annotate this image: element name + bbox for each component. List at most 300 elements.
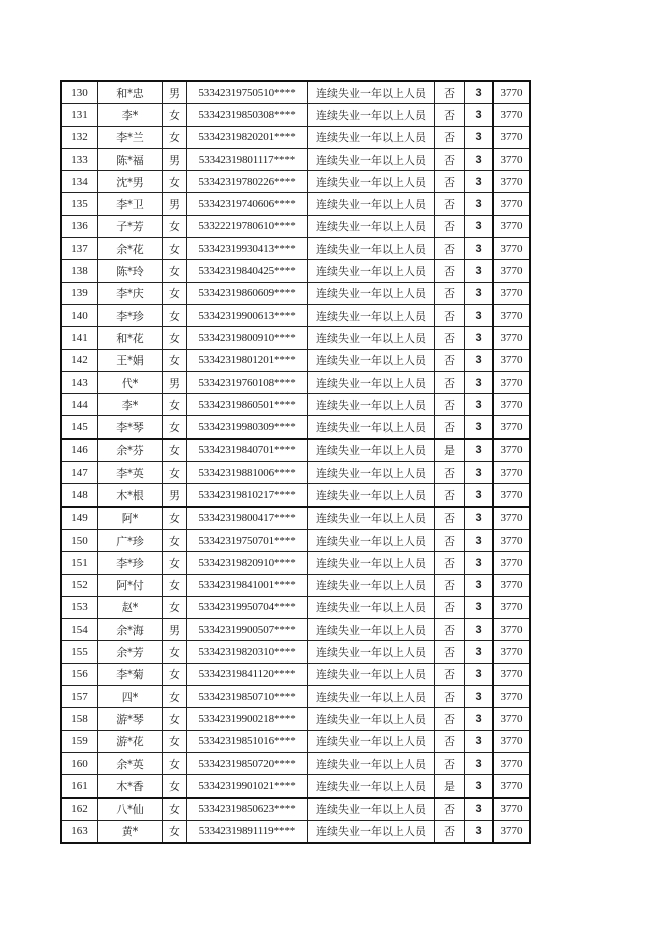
table-row bbox=[61, 327, 530, 349]
id-number-cell: 53342319980309**** bbox=[187, 416, 308, 439]
months-cell: 3 bbox=[465, 304, 494, 326]
sex-cell: 男 bbox=[163, 148, 187, 170]
sex-cell: 女 bbox=[163, 394, 187, 416]
name-cell: 余*芳 bbox=[98, 641, 163, 663]
row-number-cell: 158 bbox=[61, 708, 98, 730]
flag-cell: 否 bbox=[435, 663, 465, 685]
row-number-cell: 136 bbox=[61, 215, 98, 237]
flag-cell: 否 bbox=[435, 215, 465, 237]
table-row bbox=[61, 215, 530, 237]
id-number-cell: 53342319801201**** bbox=[187, 349, 308, 371]
flag-cell: 否 bbox=[435, 484, 465, 507]
months-cell: 3 bbox=[465, 327, 494, 349]
months-cell: 3 bbox=[465, 148, 494, 170]
flag-cell: 否 bbox=[435, 193, 465, 215]
table-row bbox=[61, 193, 530, 215]
row-number-cell: 135 bbox=[61, 193, 98, 215]
category-cell: 连续失业一年以上人员 bbox=[308, 193, 435, 215]
id-number-cell: 53322219780610**** bbox=[187, 215, 308, 237]
category-cell: 连续失业一年以上人员 bbox=[308, 148, 435, 170]
category-cell: 连续失业一年以上人员 bbox=[308, 238, 435, 260]
row-number-cell: 142 bbox=[61, 349, 98, 371]
row-number-cell: 152 bbox=[61, 574, 98, 596]
id-number-cell: 53342319850308**** bbox=[187, 104, 308, 126]
months-cell: 3 bbox=[465, 260, 494, 282]
category-cell: 连续失业一年以上人员 bbox=[308, 349, 435, 371]
table-row bbox=[61, 238, 530, 260]
row-number-cell: 160 bbox=[61, 752, 98, 774]
flag-cell: 是 bbox=[435, 775, 465, 798]
table-row bbox=[61, 104, 530, 126]
flag-cell: 否 bbox=[435, 820, 465, 843]
category-cell: 连续失业一年以上人员 bbox=[308, 462, 435, 484]
category-cell: 连续失业一年以上人员 bbox=[308, 260, 435, 282]
table-row bbox=[61, 752, 530, 774]
name-cell: 子*芳 bbox=[98, 215, 163, 237]
name-cell: 李*庆 bbox=[98, 282, 163, 304]
months-cell: 3 bbox=[465, 282, 494, 304]
name-cell: 阿*付 bbox=[98, 574, 163, 596]
sex-cell: 女 bbox=[163, 260, 187, 282]
table-row bbox=[61, 439, 530, 462]
sex-cell: 女 bbox=[163, 798, 187, 821]
name-cell: 木*香 bbox=[98, 775, 163, 798]
sex-cell: 女 bbox=[163, 282, 187, 304]
name-cell: 赵* bbox=[98, 596, 163, 618]
name-cell: 广*珍 bbox=[98, 529, 163, 551]
amount-cell: 3770 bbox=[493, 820, 530, 843]
row-number-cell: 149 bbox=[61, 507, 98, 530]
id-number-cell: 53342319801117**** bbox=[187, 148, 308, 170]
name-cell: 游*花 bbox=[98, 730, 163, 752]
months-cell: 3 bbox=[465, 529, 494, 551]
sex-cell: 女 bbox=[163, 574, 187, 596]
sex-cell: 女 bbox=[163, 416, 187, 439]
id-number-cell: 53342319850623**** bbox=[187, 798, 308, 821]
amount-cell: 3770 bbox=[493, 148, 530, 170]
name-cell: 余*海 bbox=[98, 619, 163, 641]
months-cell: 3 bbox=[465, 171, 494, 193]
flag-cell: 否 bbox=[435, 282, 465, 304]
row-number-cell: 138 bbox=[61, 260, 98, 282]
category-cell: 连续失业一年以上人员 bbox=[308, 574, 435, 596]
amount-cell: 3770 bbox=[493, 462, 530, 484]
table-row bbox=[61, 462, 530, 484]
row-number-cell: 161 bbox=[61, 775, 98, 798]
category-cell: 连续失业一年以上人员 bbox=[308, 282, 435, 304]
months-cell: 3 bbox=[465, 552, 494, 574]
flag-cell: 否 bbox=[435, 641, 465, 663]
amount-cell: 3770 bbox=[493, 238, 530, 260]
id-number-cell: 53342319750510**** bbox=[187, 81, 308, 104]
table-row bbox=[61, 663, 530, 685]
sex-cell: 女 bbox=[163, 439, 187, 462]
months-cell: 3 bbox=[465, 574, 494, 596]
category-cell: 连续失业一年以上人员 bbox=[308, 663, 435, 685]
months-cell: 3 bbox=[465, 126, 494, 148]
amount-cell: 3770 bbox=[493, 260, 530, 282]
months-cell: 3 bbox=[465, 371, 494, 393]
sex-cell: 女 bbox=[163, 462, 187, 484]
row-number-cell: 148 bbox=[61, 484, 98, 507]
sex-cell: 女 bbox=[163, 552, 187, 574]
table-row bbox=[61, 304, 530, 326]
months-cell: 3 bbox=[465, 730, 494, 752]
sex-cell: 女 bbox=[163, 349, 187, 371]
flag-cell: 否 bbox=[435, 104, 465, 126]
flag-cell: 否 bbox=[435, 126, 465, 148]
id-number-cell: 53342319840701**** bbox=[187, 439, 308, 462]
category-cell: 连续失业一年以上人员 bbox=[308, 619, 435, 641]
category-cell: 连续失业一年以上人员 bbox=[308, 484, 435, 507]
name-cell: 黄* bbox=[98, 820, 163, 843]
table-row bbox=[61, 171, 530, 193]
flag-cell: 否 bbox=[435, 596, 465, 618]
months-cell: 3 bbox=[465, 215, 494, 237]
id-number-cell: 53342319760108**** bbox=[187, 371, 308, 393]
flag-cell: 否 bbox=[435, 394, 465, 416]
flag-cell: 否 bbox=[435, 416, 465, 439]
amount-cell: 3770 bbox=[493, 574, 530, 596]
sex-cell: 男 bbox=[163, 371, 187, 393]
table-row bbox=[61, 507, 530, 530]
flag-cell: 否 bbox=[435, 238, 465, 260]
amount-cell: 3770 bbox=[493, 215, 530, 237]
amount-cell: 3770 bbox=[493, 708, 530, 730]
sex-cell: 女 bbox=[163, 126, 187, 148]
category-cell: 连续失业一年以上人员 bbox=[308, 820, 435, 843]
id-number-cell: 53342319851016**** bbox=[187, 730, 308, 752]
flag-cell: 否 bbox=[435, 574, 465, 596]
table-row bbox=[61, 619, 530, 641]
flag-cell: 否 bbox=[435, 327, 465, 349]
table-row bbox=[61, 552, 530, 574]
table-row bbox=[61, 798, 530, 821]
row-number-cell: 140 bbox=[61, 304, 98, 326]
months-cell: 3 bbox=[465, 81, 494, 104]
months-cell: 3 bbox=[465, 439, 494, 462]
table-row bbox=[61, 148, 530, 170]
row-number-cell: 143 bbox=[61, 371, 98, 393]
id-number-cell: 53342319860501**** bbox=[187, 394, 308, 416]
row-number-cell: 163 bbox=[61, 820, 98, 843]
name-cell: 和*花 bbox=[98, 327, 163, 349]
name-cell: 四* bbox=[98, 686, 163, 708]
sex-cell: 男 bbox=[163, 619, 187, 641]
id-number-cell: 53342319900218**** bbox=[187, 708, 308, 730]
amount-cell: 3770 bbox=[493, 304, 530, 326]
id-number-cell: 53342319900507**** bbox=[187, 619, 308, 641]
row-number-cell: 147 bbox=[61, 462, 98, 484]
row-number-cell: 141 bbox=[61, 327, 98, 349]
table-row bbox=[61, 282, 530, 304]
row-number-cell: 132 bbox=[61, 126, 98, 148]
amount-cell: 3770 bbox=[493, 552, 530, 574]
id-number-cell: 53342319820201**** bbox=[187, 126, 308, 148]
category-cell: 连续失业一年以上人员 bbox=[308, 327, 435, 349]
row-number-cell: 130 bbox=[61, 81, 98, 104]
name-cell: 李*琴 bbox=[98, 416, 163, 439]
flag-cell: 否 bbox=[435, 752, 465, 774]
sex-cell: 女 bbox=[163, 304, 187, 326]
sex-cell: 女 bbox=[163, 238, 187, 260]
amount-cell: 3770 bbox=[493, 507, 530, 530]
months-cell: 3 bbox=[465, 394, 494, 416]
sex-cell: 女 bbox=[163, 327, 187, 349]
amount-cell: 3770 bbox=[493, 619, 530, 641]
category-cell: 连续失业一年以上人员 bbox=[308, 394, 435, 416]
flag-cell: 否 bbox=[435, 81, 465, 104]
months-cell: 3 bbox=[465, 775, 494, 798]
amount-cell: 3770 bbox=[493, 798, 530, 821]
name-cell: 李*卫 bbox=[98, 193, 163, 215]
amount-cell: 3770 bbox=[493, 371, 530, 393]
category-cell: 连续失业一年以上人员 bbox=[308, 775, 435, 798]
row-number-cell: 137 bbox=[61, 238, 98, 260]
amount-cell: 3770 bbox=[493, 439, 530, 462]
months-cell: 3 bbox=[465, 462, 494, 484]
flag-cell: 否 bbox=[435, 730, 465, 752]
flag-cell: 否 bbox=[435, 619, 465, 641]
id-number-cell: 53342319840425**** bbox=[187, 260, 308, 282]
sex-cell: 女 bbox=[163, 171, 187, 193]
months-cell: 3 bbox=[465, 193, 494, 215]
name-cell: 陈*福 bbox=[98, 148, 163, 170]
id-number-cell: 53342319800417**** bbox=[187, 507, 308, 530]
months-cell: 3 bbox=[465, 641, 494, 663]
row-number-cell: 134 bbox=[61, 171, 98, 193]
amount-cell: 3770 bbox=[493, 193, 530, 215]
table-row bbox=[61, 394, 530, 416]
months-cell: 3 bbox=[465, 484, 494, 507]
table-row bbox=[61, 260, 530, 282]
id-number-cell: 53342319750701**** bbox=[187, 529, 308, 551]
amount-cell: 3770 bbox=[493, 529, 530, 551]
table-row bbox=[61, 126, 530, 148]
amount-cell: 3770 bbox=[493, 104, 530, 126]
table-row bbox=[61, 574, 530, 596]
name-cell: 和*忠 bbox=[98, 81, 163, 104]
table-row bbox=[61, 686, 530, 708]
sex-cell: 女 bbox=[163, 730, 187, 752]
category-cell: 连续失业一年以上人员 bbox=[308, 752, 435, 774]
row-number-cell: 159 bbox=[61, 730, 98, 752]
amount-cell: 3770 bbox=[493, 416, 530, 439]
name-cell: 李*英 bbox=[98, 462, 163, 484]
name-cell: 余*芬 bbox=[98, 439, 163, 462]
row-number-cell: 139 bbox=[61, 282, 98, 304]
id-number-cell: 53342319780226**** bbox=[187, 171, 308, 193]
row-number-cell: 154 bbox=[61, 619, 98, 641]
row-number-cell: 145 bbox=[61, 416, 98, 439]
sex-cell: 女 bbox=[163, 215, 187, 237]
row-number-cell: 133 bbox=[61, 148, 98, 170]
months-cell: 3 bbox=[465, 104, 494, 126]
sex-cell: 女 bbox=[163, 104, 187, 126]
amount-cell: 3770 bbox=[493, 171, 530, 193]
sex-cell: 女 bbox=[163, 820, 187, 843]
sex-cell: 男 bbox=[163, 81, 187, 104]
amount-cell: 3770 bbox=[493, 641, 530, 663]
table-row bbox=[61, 416, 530, 439]
flag-cell: 否 bbox=[435, 462, 465, 484]
amount-cell: 3770 bbox=[493, 282, 530, 304]
category-cell: 连续失业一年以上人员 bbox=[308, 104, 435, 126]
name-cell: 李*菊 bbox=[98, 663, 163, 685]
flag-cell: 否 bbox=[435, 686, 465, 708]
table-row bbox=[61, 820, 530, 843]
id-number-cell: 53342319881006**** bbox=[187, 462, 308, 484]
months-cell: 3 bbox=[465, 820, 494, 843]
row-number-cell: 156 bbox=[61, 663, 98, 685]
months-cell: 3 bbox=[465, 507, 494, 530]
table-row bbox=[61, 371, 530, 393]
amount-cell: 3770 bbox=[493, 81, 530, 104]
row-number-cell: 162 bbox=[61, 798, 98, 821]
id-number-cell: 53342319850720**** bbox=[187, 752, 308, 774]
name-cell: 阿* bbox=[98, 507, 163, 530]
table-row bbox=[61, 81, 530, 104]
months-cell: 3 bbox=[465, 596, 494, 618]
sex-cell: 女 bbox=[163, 529, 187, 551]
category-cell: 连续失业一年以上人员 bbox=[308, 416, 435, 439]
category-cell: 连续失业一年以上人员 bbox=[308, 596, 435, 618]
table-row bbox=[61, 641, 530, 663]
table-row bbox=[61, 708, 530, 730]
sex-cell: 女 bbox=[163, 752, 187, 774]
id-number-cell: 53342319930413**** bbox=[187, 238, 308, 260]
category-cell: 连续失业一年以上人员 bbox=[308, 215, 435, 237]
row-number-cell: 150 bbox=[61, 529, 98, 551]
category-cell: 连续失业一年以上人员 bbox=[308, 529, 435, 551]
months-cell: 3 bbox=[465, 238, 494, 260]
name-cell: 木*根 bbox=[98, 484, 163, 507]
sex-cell: 女 bbox=[163, 663, 187, 685]
table-row bbox=[61, 730, 530, 752]
months-cell: 3 bbox=[465, 798, 494, 821]
flag-cell: 否 bbox=[435, 260, 465, 282]
table-row bbox=[61, 349, 530, 371]
flag-cell: 否 bbox=[435, 171, 465, 193]
row-number-cell: 146 bbox=[61, 439, 98, 462]
name-cell: 游*琴 bbox=[98, 708, 163, 730]
id-number-cell: 53342319860609**** bbox=[187, 282, 308, 304]
flag-cell: 否 bbox=[435, 552, 465, 574]
sex-cell: 女 bbox=[163, 708, 187, 730]
name-cell: 代* bbox=[98, 371, 163, 393]
category-cell: 连续失业一年以上人员 bbox=[308, 81, 435, 104]
name-cell: 王*娟 bbox=[98, 349, 163, 371]
name-cell: 沈*男 bbox=[98, 171, 163, 193]
sex-cell: 女 bbox=[163, 507, 187, 530]
table-row bbox=[61, 775, 530, 798]
amount-cell: 3770 bbox=[493, 596, 530, 618]
flag-cell: 否 bbox=[435, 798, 465, 821]
table-row bbox=[61, 484, 530, 507]
flag-cell: 否 bbox=[435, 708, 465, 730]
category-cell: 连续失业一年以上人员 bbox=[308, 708, 435, 730]
sex-cell: 女 bbox=[163, 686, 187, 708]
amount-cell: 3770 bbox=[493, 327, 530, 349]
id-number-cell: 53342319901021**** bbox=[187, 775, 308, 798]
name-cell: 余*英 bbox=[98, 752, 163, 774]
id-number-cell: 53342319891119**** bbox=[187, 820, 308, 843]
id-number-cell: 53342319841001**** bbox=[187, 574, 308, 596]
category-cell: 连续失业一年以上人员 bbox=[308, 371, 435, 393]
id-number-cell: 53342319850710**** bbox=[187, 686, 308, 708]
name-cell: 八*仙 bbox=[98, 798, 163, 821]
name-cell: 陈*玲 bbox=[98, 260, 163, 282]
name-cell: 李*珍 bbox=[98, 552, 163, 574]
flag-cell: 否 bbox=[435, 507, 465, 530]
sex-cell: 女 bbox=[163, 596, 187, 618]
category-cell: 连续失业一年以上人员 bbox=[308, 798, 435, 821]
category-cell: 连续失业一年以上人员 bbox=[308, 507, 435, 530]
flag-cell: 否 bbox=[435, 371, 465, 393]
row-number-cell: 153 bbox=[61, 596, 98, 618]
amount-cell: 3770 bbox=[493, 484, 530, 507]
amount-cell: 3770 bbox=[493, 775, 530, 798]
flag-cell: 否 bbox=[435, 529, 465, 551]
name-cell: 李*珍 bbox=[98, 304, 163, 326]
category-cell: 连续失业一年以上人员 bbox=[308, 439, 435, 462]
id-number-cell: 53342319810217**** bbox=[187, 484, 308, 507]
flag-cell: 否 bbox=[435, 148, 465, 170]
category-cell: 连续失业一年以上人员 bbox=[308, 730, 435, 752]
sex-cell: 男 bbox=[163, 484, 187, 507]
flag-cell: 否 bbox=[435, 349, 465, 371]
months-cell: 3 bbox=[465, 752, 494, 774]
name-cell: 李* bbox=[98, 104, 163, 126]
table-body bbox=[61, 81, 530, 843]
row-number-cell: 144 bbox=[61, 394, 98, 416]
months-cell: 3 bbox=[465, 708, 494, 730]
amount-cell: 3770 bbox=[493, 394, 530, 416]
amount-cell: 3770 bbox=[493, 752, 530, 774]
category-cell: 连续失业一年以上人员 bbox=[308, 641, 435, 663]
table-row bbox=[61, 596, 530, 618]
table-row bbox=[61, 529, 530, 551]
row-number-cell: 155 bbox=[61, 641, 98, 663]
id-number-cell: 53342319820910**** bbox=[187, 552, 308, 574]
months-cell: 3 bbox=[465, 416, 494, 439]
name-cell: 李* bbox=[98, 394, 163, 416]
row-number-cell: 157 bbox=[61, 686, 98, 708]
category-cell: 连续失业一年以上人员 bbox=[308, 126, 435, 148]
row-number-cell: 151 bbox=[61, 552, 98, 574]
id-number-cell: 53342319841120**** bbox=[187, 663, 308, 685]
amount-cell: 3770 bbox=[493, 349, 530, 371]
sex-cell: 女 bbox=[163, 775, 187, 798]
category-cell: 连续失业一年以上人员 bbox=[308, 304, 435, 326]
amount-cell: 3770 bbox=[493, 126, 530, 148]
amount-cell: 3770 bbox=[493, 686, 530, 708]
months-cell: 3 bbox=[465, 663, 494, 685]
id-number-cell: 53342319740606**** bbox=[187, 193, 308, 215]
amount-cell: 3770 bbox=[493, 730, 530, 752]
name-cell: 李*兰 bbox=[98, 126, 163, 148]
flag-cell: 是 bbox=[435, 439, 465, 462]
row-number-cell: 131 bbox=[61, 104, 98, 126]
id-number-cell: 53342319900613**** bbox=[187, 304, 308, 326]
id-number-cell: 53342319800910**** bbox=[187, 327, 308, 349]
months-cell: 3 bbox=[465, 686, 494, 708]
category-cell: 连续失业一年以上人员 bbox=[308, 171, 435, 193]
flag-cell: 否 bbox=[435, 304, 465, 326]
months-cell: 3 bbox=[465, 349, 494, 371]
category-cell: 连续失业一年以上人员 bbox=[308, 686, 435, 708]
id-number-cell: 53342319820310**** bbox=[187, 641, 308, 663]
